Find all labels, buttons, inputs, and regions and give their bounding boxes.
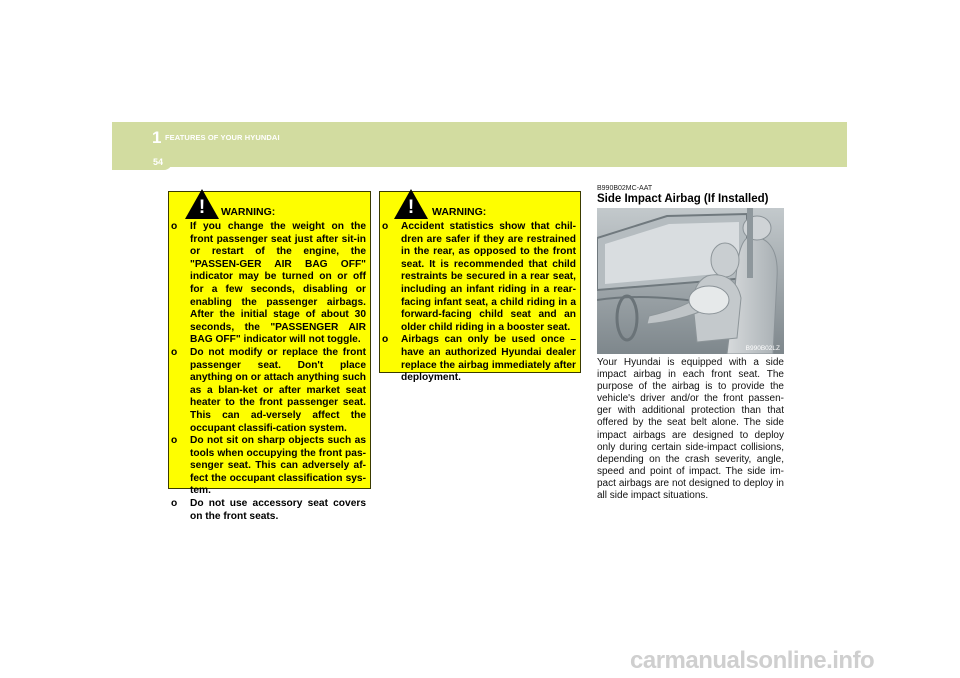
section-body: Your Hyundai is equipped with a side impact airbag in each front seat. The purpose of the airbag is to provide the vehicle's driver and/or the front passen-ger with additional protection than that offered by the seat belt alone. The side impact airbags are designed to deploy only during certain side-impact collisions, depending on the crash severity, angle, speed and point of impact. The side im-pact airbags are not designed to deploy in all side impact situations. bbox=[597, 357, 784, 502]
list-item: o Do not use accessory seat covers on the front seats. bbox=[171, 498, 366, 522]
chapter-number: 1 bbox=[152, 128, 162, 147]
list-item: o Do not sit on sharp objects such as tools when occupying the front pas-senger seat. This can adversely af-fect the occupant classification sys-tem. bbox=[171, 435, 366, 497]
figure-code: B990B02LZ bbox=[745, 345, 780, 352]
side-airbag-illustration bbox=[597, 208, 784, 354]
section-title: Side Impact Airbag (If Installed) bbox=[597, 193, 769, 205]
page-number: 54 bbox=[153, 157, 164, 167]
chapter-title: FEATURES OF YOUR HYUNDAI bbox=[165, 133, 280, 142]
warning-title: WARNING: bbox=[432, 206, 487, 218]
airbag-illustration-graphic bbox=[597, 208, 784, 354]
section-code: B990B02MC-AAT bbox=[597, 185, 653, 192]
warning-box-right bbox=[379, 191, 581, 384]
list-item: o Accident statistics show that chil-dren are safer if they are restrained in the rear, as opposed to the front seat. It is recommended that child restraints be secured in a rear seat, including an infant riding in a rear-facing infant seat, a child riding in a forward-facing child seat and an older child riding in a booster seat. bbox=[382, 221, 576, 333]
list-item: o Do not modify or replace the front passenger seat. Don't place anything on or attach anything such as a blan-ket or after market seat heater to the front passenger seat. This can ad-versely affect the occupant classifi-cation system. bbox=[171, 346, 366, 434]
warning-triangle-icon: ! bbox=[185, 189, 219, 219]
warning-list-left bbox=[171, 221, 366, 523]
watermark: carmanualsonline.info bbox=[630, 647, 875, 674]
list-item: o If you change the weight on the front passenger seat just after sit-in or restart of the engine, the "PASSEN-GER AIR BAG OFF" indicator may be turned on or off for a few seconds, disabling or enabling the passenger airbags. After the initial stage of about 30 seconds, the "PASSENGER AIR BAG OFF" indicator will not toggle. bbox=[171, 221, 366, 346]
list-item: o Airbags can only be used once – have an authorized Hyundai dealer replace the airbag immediately after deployment. bbox=[382, 334, 576, 384]
warning-box-left bbox=[168, 191, 371, 522]
warning-list-right bbox=[382, 221, 576, 385]
header-band bbox=[112, 122, 847, 167]
warning-triangle-icon: ! bbox=[394, 189, 428, 219]
warning-title: WARNING: bbox=[221, 206, 276, 218]
